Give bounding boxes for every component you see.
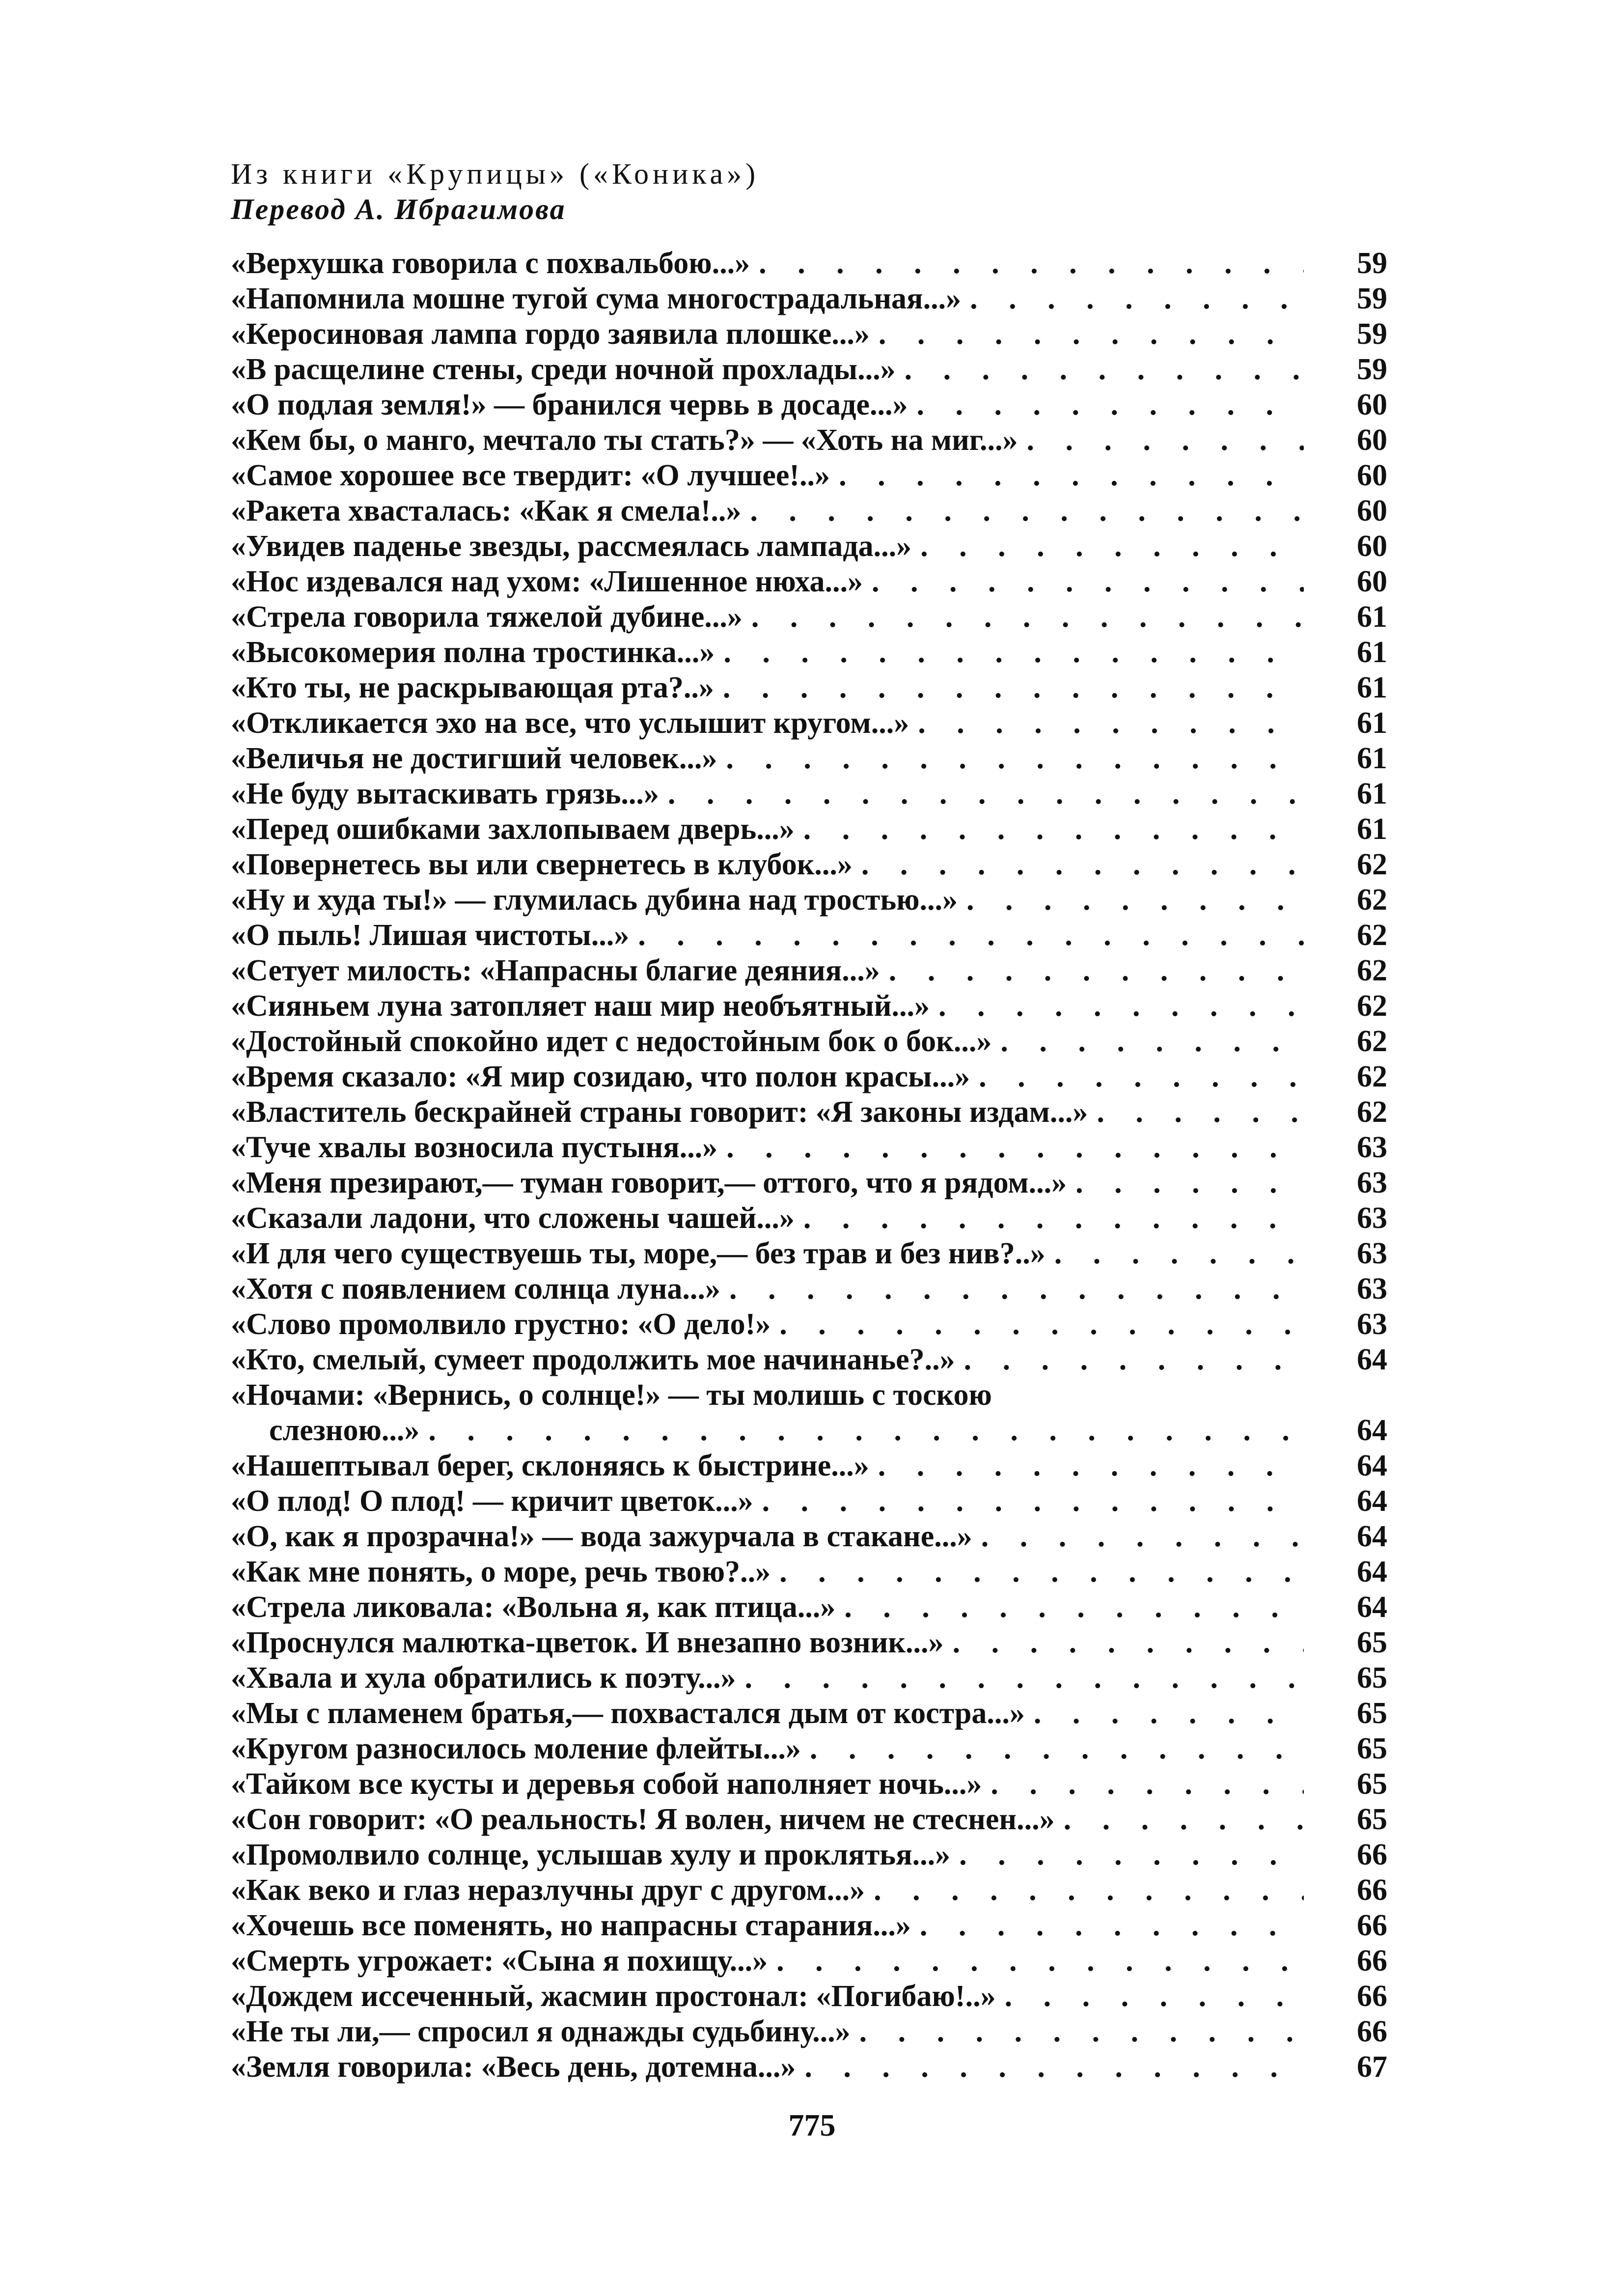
dot-leader (970, 1059, 1304, 1094)
entry-title: «Керосиновая лампа гордо заявила плошке...» (231, 317, 870, 351)
entry-title: «Меня презирают,— туман говорит,— оттого, что я рядом...» (231, 1166, 1067, 1199)
entry-page: 63 (1357, 1237, 1387, 1270)
dot-leader (911, 529, 1304, 564)
dot-leader (715, 635, 1304, 670)
entry-page: 62 (1357, 954, 1387, 987)
entry-title: «Стрела говорила тяжелой дубине...» (231, 600, 743, 634)
dot-leader (795, 811, 1304, 847)
toc-entry (231, 1200, 1387, 1236)
toc-entry (231, 1236, 1387, 1271)
entry-page: 59 (1357, 247, 1387, 280)
toc-entry (231, 529, 1387, 564)
entry-title: «Тайком все кусты и деревья собой наполняет ночь...» (231, 1767, 982, 1801)
toc-entry (231, 1130, 1387, 1165)
dot-leader (717, 1130, 1304, 1165)
toc-entry (231, 635, 1387, 670)
dot-leader (955, 1342, 1304, 1377)
page-number: 775 (788, 2108, 836, 2143)
entry-page: 65 (1357, 1697, 1387, 1730)
entry-page: 61 (1357, 600, 1387, 634)
entry-title: «Кто ты, не раскрывающая рта?..» (231, 671, 714, 704)
dot-leader (991, 1024, 1304, 1059)
dot-leader (830, 458, 1304, 493)
dot-leader (870, 316, 1304, 352)
entry-title: «И для чего существуешь ты, море,— без трав и без нив?..» (231, 1237, 1046, 1270)
toc-entry (231, 564, 1387, 599)
entry-page: 61 (1357, 777, 1387, 810)
entry-page: 66 (1357, 1979, 1387, 2013)
dot-leader (909, 705, 1304, 741)
dot-leader (865, 1872, 1304, 1908)
entry-title: «Время сказало: «Я мир созидаю, что полон красы...» (231, 1060, 970, 1093)
entry-title: «Откликается эхо на все, что услышит кругом...» (231, 706, 909, 740)
entry-title: «Хочешь все поменять, но напрасны старания...» (231, 1909, 911, 1942)
toc-entry (231, 1802, 1387, 1837)
entry-title: «Сетует милость: «Напрасны благие деяния...» (231, 954, 880, 987)
entry-page: 60 (1357, 423, 1387, 457)
toc-entry (231, 1872, 1387, 1908)
entry-title: «Ночами: «Вернись, о солнце!» — ты молишь с тоскою (231, 1378, 992, 1412)
dot-leader (958, 882, 1304, 918)
dot-leader (961, 281, 1304, 316)
dot-leader (869, 1448, 1304, 1483)
toc-entry (231, 1589, 1387, 1625)
entry-page: 62 (1357, 1025, 1387, 1058)
dot-leader (736, 1660, 1304, 1696)
dot-leader (863, 564, 1304, 599)
dot-leader (944, 1625, 1304, 1660)
toc-entry (231, 387, 1387, 422)
dot-leader (753, 1483, 1304, 1519)
entry-title: «Высокомерия полна тростинка...» (231, 636, 715, 669)
section-heading (231, 156, 759, 227)
toc-entry (231, 458, 1387, 493)
toc-entry (231, 847, 1387, 882)
entry-title: «Властитель бескрайней страны говорит: «Я законы издам...» (231, 1095, 1088, 1129)
toc-entry (231, 352, 1387, 387)
toc-entry (231, 741, 1387, 776)
entry-page: 62 (1357, 1060, 1387, 1093)
entry-page: 64 (1357, 1343, 1387, 1376)
toc-entry (231, 2014, 1387, 2049)
entry-page: 59 (1357, 317, 1387, 351)
entry-title: «Не ты ли,— спросил я однажды судьбину...» (231, 2015, 851, 2048)
dot-leader (911, 1908, 1304, 1943)
entry-title: «О, как я прозрачна!» — вода зажурчала в стакане...» (231, 1520, 972, 1553)
dot-leader (741, 493, 1304, 529)
toc-entry (231, 811, 1387, 847)
dot-leader (720, 1271, 1304, 1307)
toc-entry (231, 1483, 1387, 1519)
entry-page: 63 (1357, 1308, 1387, 1341)
dot-leader (1067, 1165, 1304, 1200)
entry-page: 67 (1357, 2050, 1387, 2084)
entry-page: 63 (1357, 1166, 1387, 1199)
entry-title: «Верхушка говорила с похвальбою...» (231, 247, 750, 280)
entry-title: «О подлая земля!» — бранился червь в досаде...» (231, 388, 908, 421)
toc-entry (231, 599, 1387, 635)
toc-entry (231, 1696, 1387, 1731)
toc-entry (231, 281, 1387, 316)
entry-page: 65 (1357, 1661, 1387, 1695)
dot-leader (908, 387, 1304, 422)
entry-page: 65 (1357, 1732, 1387, 1765)
entry-page: 66 (1357, 1873, 1387, 1907)
entry-page: 62 (1357, 989, 1387, 1023)
entry-page: 62 (1357, 919, 1387, 952)
dot-leader (1018, 422, 1304, 458)
dot-leader (853, 847, 1304, 882)
toc-entry-continuation (231, 1413, 1387, 1448)
entry-page: 66 (1357, 1909, 1387, 1942)
toc-entry (231, 953, 1387, 988)
dot-leader (972, 1519, 1304, 1554)
entry-page: 60 (1357, 530, 1387, 563)
entry-page: 60 (1357, 388, 1387, 421)
entry-title: «Земля говорила: «Весь день, дотемна...» (231, 2050, 796, 2084)
entry-title: «Смерть угрожает: «Сына я похищу...» (231, 1944, 768, 1978)
toc-entry (231, 316, 1387, 352)
entry-title: «О плод! О плод! — кричит цветок...» (231, 1484, 753, 1518)
entry-title: «Кто, смелый, сумеет продолжить мое начинанье?..» (231, 1343, 955, 1376)
entry-title: «О пыль! Лишая чистоты...» (231, 919, 630, 952)
entry-title: «Сказали ладони, что сложены чашей...» (231, 1201, 795, 1235)
toc-entry (231, 1307, 1387, 1342)
dot-leader (743, 599, 1304, 635)
toc-entry (231, 776, 1387, 811)
entry-title: «Увидев паденье звезды, рассмеялась лампада...» (231, 530, 912, 563)
dot-leader (629, 918, 1304, 953)
dot-leader (851, 2014, 1304, 2049)
section-title: Из книги «Крупицы» («Коника») (231, 158, 760, 190)
entry-title: «Нашептывал берег, склоняясь к быстрине...» (231, 1449, 869, 1482)
toc-entry (231, 246, 1387, 281)
entry-page: 66 (1357, 2015, 1387, 2048)
entry-title: «Сияньем луна затопляет наш мир необъятный...» (231, 989, 930, 1023)
dot-leader (1046, 1236, 1304, 1271)
entry-page: 60 (1357, 459, 1387, 492)
toc-entry (231, 493, 1387, 529)
toc-entry (231, 1625, 1387, 1660)
toc-entry (231, 1660, 1387, 1696)
entry-page: 65 (1357, 1626, 1387, 1659)
toc-entry (231, 670, 1387, 705)
entry-title: «Хотя с появлением солнца луна...» (231, 1272, 720, 1306)
entry-title: «Перед ошибками захлопываем дверь...» (231, 812, 795, 846)
dot-leader (896, 352, 1304, 387)
entry-title: «В расщелине стены, среди ночной прохлады...» (231, 353, 896, 386)
entry-page: 62 (1357, 883, 1387, 917)
entry-title: «Кругом разносилось моление флейты...» (231, 1732, 801, 1765)
entry-title: «Ракета хвасталась: «Как я смела!..» (231, 494, 742, 528)
dot-leader (419, 1413, 1304, 1448)
entry-page: 63 (1357, 1201, 1387, 1235)
entry-title: «Хвала и хула обратились к поэту...» (231, 1661, 736, 1695)
entry-title: «Нос издевался над ухом: «Лишенное нюха...» (231, 565, 863, 598)
dot-leader (714, 670, 1304, 705)
entry-page: 61 (1357, 636, 1387, 669)
toc-entry (231, 1519, 1387, 1554)
dot-leader (795, 1200, 1304, 1236)
entry-title: «Повернетесь вы или свернетесь в клубок...» (231, 848, 853, 881)
entry-page: 64 (1357, 1414, 1387, 1447)
entry-page: 60 (1357, 494, 1387, 528)
dot-leader (1025, 1696, 1304, 1731)
entry-page: 64 (1357, 1484, 1387, 1518)
toc-entry (231, 1943, 1387, 1979)
entry-title: «Величья не достигший человек...» (231, 742, 717, 775)
entry-page: 62 (1357, 848, 1387, 881)
entry-title: «Слово промолвило грустно: «О дело!» (231, 1308, 771, 1341)
entry-page: 64 (1357, 1590, 1387, 1624)
entry-title: «Проснулся малютка-цветок. И внезапно возник...» (231, 1626, 944, 1659)
toc-entry (231, 1554, 1387, 1589)
toc-entry (231, 882, 1387, 918)
toc-entry (231, 1342, 1387, 1377)
toc-entry (231, 1271, 1387, 1307)
entry-page: 64 (1357, 1555, 1387, 1589)
entry-page: 62 (1357, 1095, 1387, 1129)
toc-entry (231, 2049, 1387, 2085)
toc-entry (231, 1377, 1387, 1413)
dot-leader (659, 776, 1304, 811)
dot-leader (771, 1554, 1304, 1589)
toc-entry (231, 988, 1387, 1024)
dot-leader (768, 1943, 1304, 1979)
entry-title: «Сон говорит: «О реальность! Я волен, ничем не стеснен...» (231, 1803, 1055, 1836)
dot-leader (796, 2049, 1304, 2085)
toc-entry (231, 705, 1387, 741)
entry-title: «Мы с пламенем братья,— похвастался дым от костра...» (231, 1697, 1025, 1730)
dot-leader (880, 953, 1304, 988)
entry-page: 60 (1357, 565, 1387, 598)
dot-leader (771, 1307, 1304, 1342)
dot-leader (930, 988, 1304, 1024)
toc-entry (231, 1908, 1387, 1943)
dot-leader (996, 1979, 1304, 2014)
toc-entry (231, 1024, 1387, 1059)
dot-leader (982, 1766, 1304, 1802)
dot-leader (750, 246, 1304, 281)
dot-leader (835, 1589, 1304, 1625)
entry-page: 63 (1357, 1131, 1387, 1164)
toc-entry (231, 1448, 1387, 1483)
entry-title: «Напомнила мошне тугой сума многострадальная...» (231, 282, 962, 315)
toc-entry (231, 1094, 1387, 1130)
toc-entry (231, 1165, 1387, 1200)
entry-title: «Стрела ликовала: «Вольна я, как птица...» (231, 1590, 836, 1624)
toc-entry (231, 918, 1387, 953)
entry-title: «Туче хвалы возносила пустыня...» (231, 1131, 718, 1164)
toc-entry (231, 1731, 1387, 1766)
entry-page: 63 (1357, 1272, 1387, 1306)
dot-leader (801, 1731, 1304, 1766)
toc-entry (231, 1837, 1387, 1872)
dot-leader (717, 741, 1304, 776)
entry-title: «Дождем иссеченный, жасмин простонал: «Погибаю!..» (231, 1979, 996, 2013)
entry-page: 61 (1357, 706, 1387, 740)
dot-leader (1055, 1802, 1304, 1837)
table-of-contents (231, 246, 1387, 2085)
entry-title: «Самое хорошее все твердит: «О лучшее!..» (231, 459, 830, 492)
entry-title: «Ну и худа ты!» — глумилась дубина над тростью...» (231, 883, 958, 917)
entry-title-continued: слезною...» (269, 1414, 420, 1447)
entry-title: «Как веко и глаз неразлучны друг с другом...» (231, 1873, 865, 1907)
entry-title: «Не буду вытаскивать грязь...» (231, 777, 659, 810)
entry-page: 61 (1357, 742, 1387, 775)
toc-entry (231, 1979, 1387, 2014)
translator-line: Перевод А. Ибрагимова (231, 193, 566, 225)
entry-page: 66 (1357, 1944, 1387, 1978)
entry-page: 65 (1357, 1803, 1387, 1836)
entry-page: 65 (1357, 1767, 1387, 1801)
entry-page: 64 (1357, 1520, 1387, 1553)
entry-page: 64 (1357, 1449, 1387, 1482)
entry-page: 66 (1357, 1838, 1387, 1871)
toc-entry (231, 422, 1387, 458)
entry-page: 59 (1357, 282, 1387, 315)
dot-leader (950, 1837, 1304, 1872)
entry-title: «Достойный спокойно идет с недостойным бок о бок...» (231, 1025, 992, 1058)
entry-page: 59 (1357, 353, 1387, 386)
entry-title: «Промолвило солнце, услышав хулу и проклятья...» (231, 1838, 951, 1871)
entry-title: «Как мне понять, о море, речь твою?..» (231, 1555, 771, 1589)
entry-page: 61 (1357, 671, 1387, 704)
toc-entry (231, 1766, 1387, 1802)
entry-page: 61 (1357, 812, 1387, 846)
toc-entry (231, 1059, 1387, 1094)
entry-title: «Кем бы, о манго, мечтало ты стать?» — «Хоть на миг...» (231, 423, 1018, 457)
dot-leader (1088, 1094, 1304, 1130)
